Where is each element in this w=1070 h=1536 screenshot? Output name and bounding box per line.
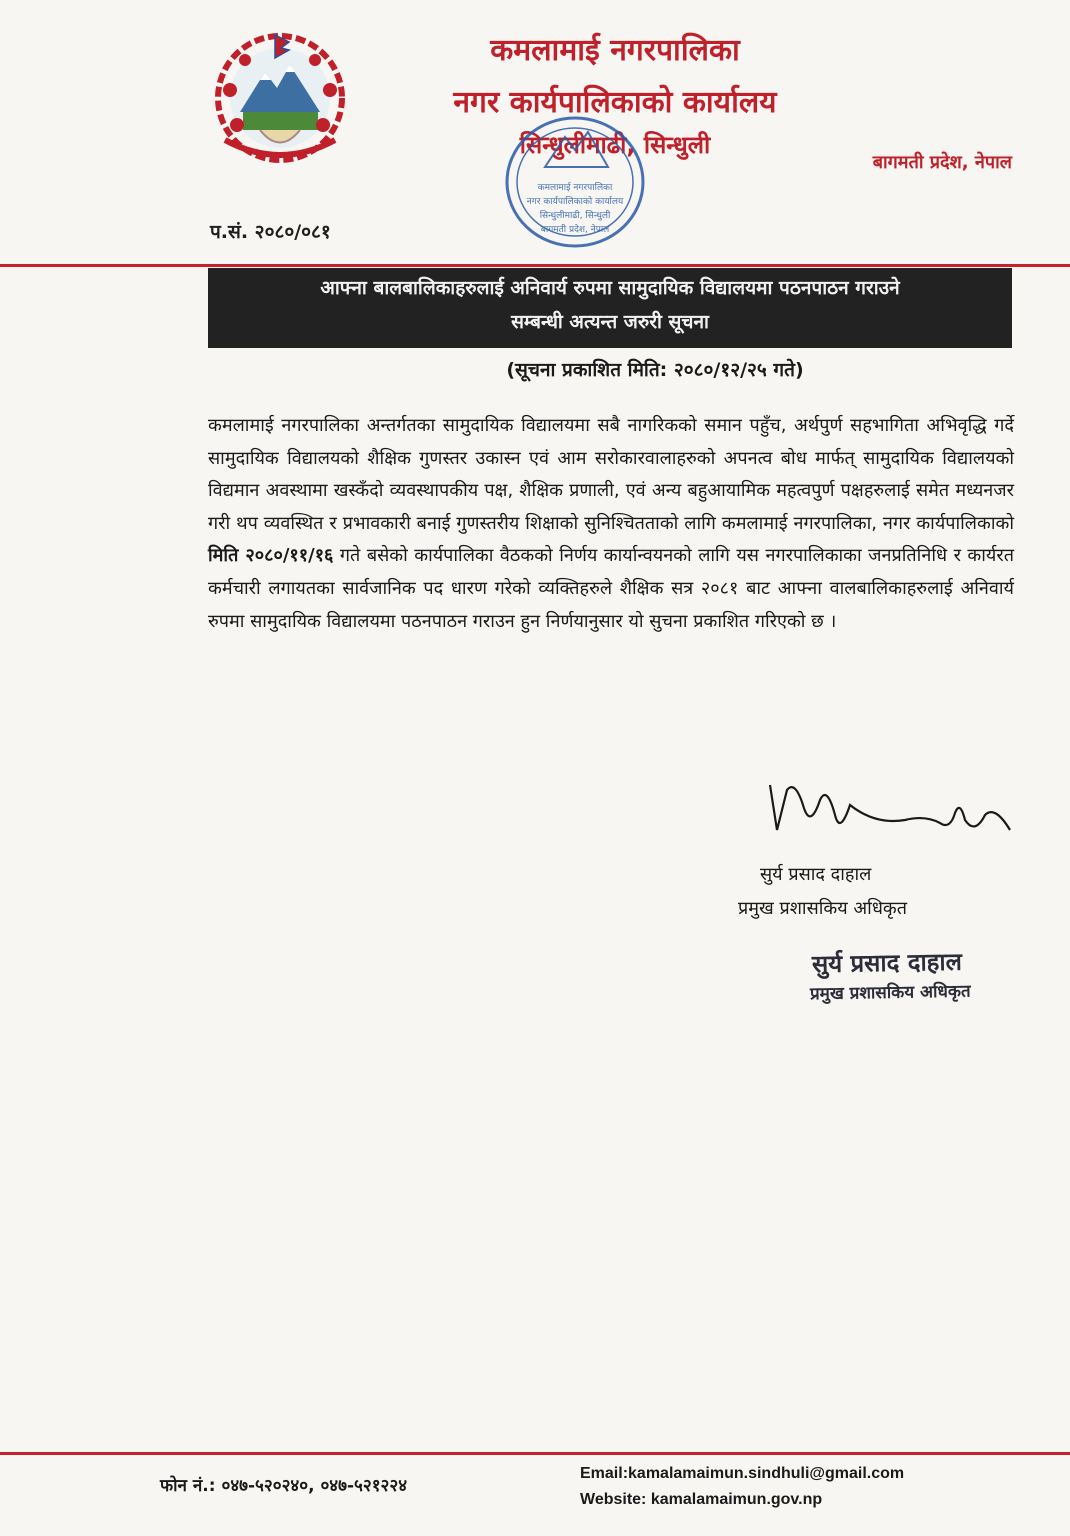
seal-text-2: नगर कार्यपालिकाको कार्यालय [526, 197, 624, 207]
footer-email: Email:kamalamaimun.sindhuli@gmail.com [580, 1465, 905, 1482]
footer-phone: फोन नं.: ०४७-५२०२४०, ०४७-५२१२२४ [160, 1476, 408, 1496]
notice-title-line2: सम्बन्धी अत्यन्त जरुरी सूचना [511, 311, 709, 333]
footer-website: Website: kamalamaimun.gov.np [580, 1491, 823, 1508]
signature-icon [765, 775, 1025, 845]
province: बागमती प्रदेश, नेपाल [872, 152, 1012, 173]
header-divider [0, 264, 1070, 267]
body-part1: कमलामाई नगरपालिका अन्तर्गतका सामुदायिक विद्यालयमा सबै नागरिकको समान पहुँच, अर्थपुर्ण सहभागिता अभिवृद्धि गर्दे सामुदायिक विद्यालयको शैक्षिक गुणस्तर उकास्न एवं आम सरोकारवालाहरुको अपनत्व बोध मार्फत् सामुदायिक विद्यालयको विद्यमान अवस्थामा खस्कँदो व्यवस्थापकीय पक्ष, शैक्षिक प्रणाली, एवं अन्य बहुआयामिक महत्वपुर्ण पक्षहरुलाई समेत मध्यनजर गरी थप व्यवस्थित र प्रभावकारी बनाई गुणस्तरीय शिक्षाको सुनिश्चितताको लागि कमलामाई नगरपालिका, नगर कार्यपालिकाको [208, 415, 1014, 534]
office-seal-icon [500, 112, 650, 252]
notice-body [208, 410, 1014, 638]
office-address: सिन्धुलीमाढी, सिन्धुली [519, 131, 711, 159]
seal-text-1: कमलामाई नगरपालिका [537, 183, 613, 193]
reference-number: प.सं. २०८०/०८१ [210, 221, 331, 243]
body-date: मिति २०८०/११/१६ [208, 545, 334, 567]
notice-title-box [208, 268, 1012, 348]
published-date: (सूचना प्रकाशित मिति: २०८०/१२/२५ गते) [506, 359, 804, 381]
stamp-title: प्रमुख प्रशासकिय अधिकृत [809, 981, 971, 1005]
footer-divider [0, 1452, 1070, 1455]
signatory-title: प्रमुख प्रशासकिय अधिकृत [738, 898, 907, 919]
seal-text-4: बागमती प्रदेश, नेपाल [540, 225, 610, 235]
office-name-line1: कमलामाई नगरपालिका [490, 33, 740, 68]
stamp-name: सुर्य प्रसाद दाहाल [811, 947, 963, 979]
seal-text-3: सिन्धुलीमाढी, सिन्धुली [539, 211, 611, 221]
office-name-line2: नगर कार्यपालिकाको कार्यालय [453, 85, 777, 120]
body-part2: गते बसेको कार्यपालिका वैठकको निर्णय कार्यान्वयनको लागि यस नगरपालिकाका जनप्रतिनिधि र कार्यरत कर्मचारी लगायतका सार्वजानिक पद धारण गरेको व्यक्तिहरुले शैक्षिक सत्र २०८१ बाट आफ्ना वालबालिकाहरुलाई अनिवार्य रुपमा सामुदायिक विद्यालयमा पठनपाठन गराउन हुन निर्णयानुसार यो सुचना प्रकाशित गरिएको छ । [208, 545, 1014, 632]
signatory-name: सुर्य प्रसाद दाहाल [760, 864, 872, 885]
notice-title-line1: आफ्ना बालबालिकाहरुलाई अनिवार्य रुपमा सामुदायिक विद्यालयमा पठनपाठन गराउने [320, 277, 900, 299]
